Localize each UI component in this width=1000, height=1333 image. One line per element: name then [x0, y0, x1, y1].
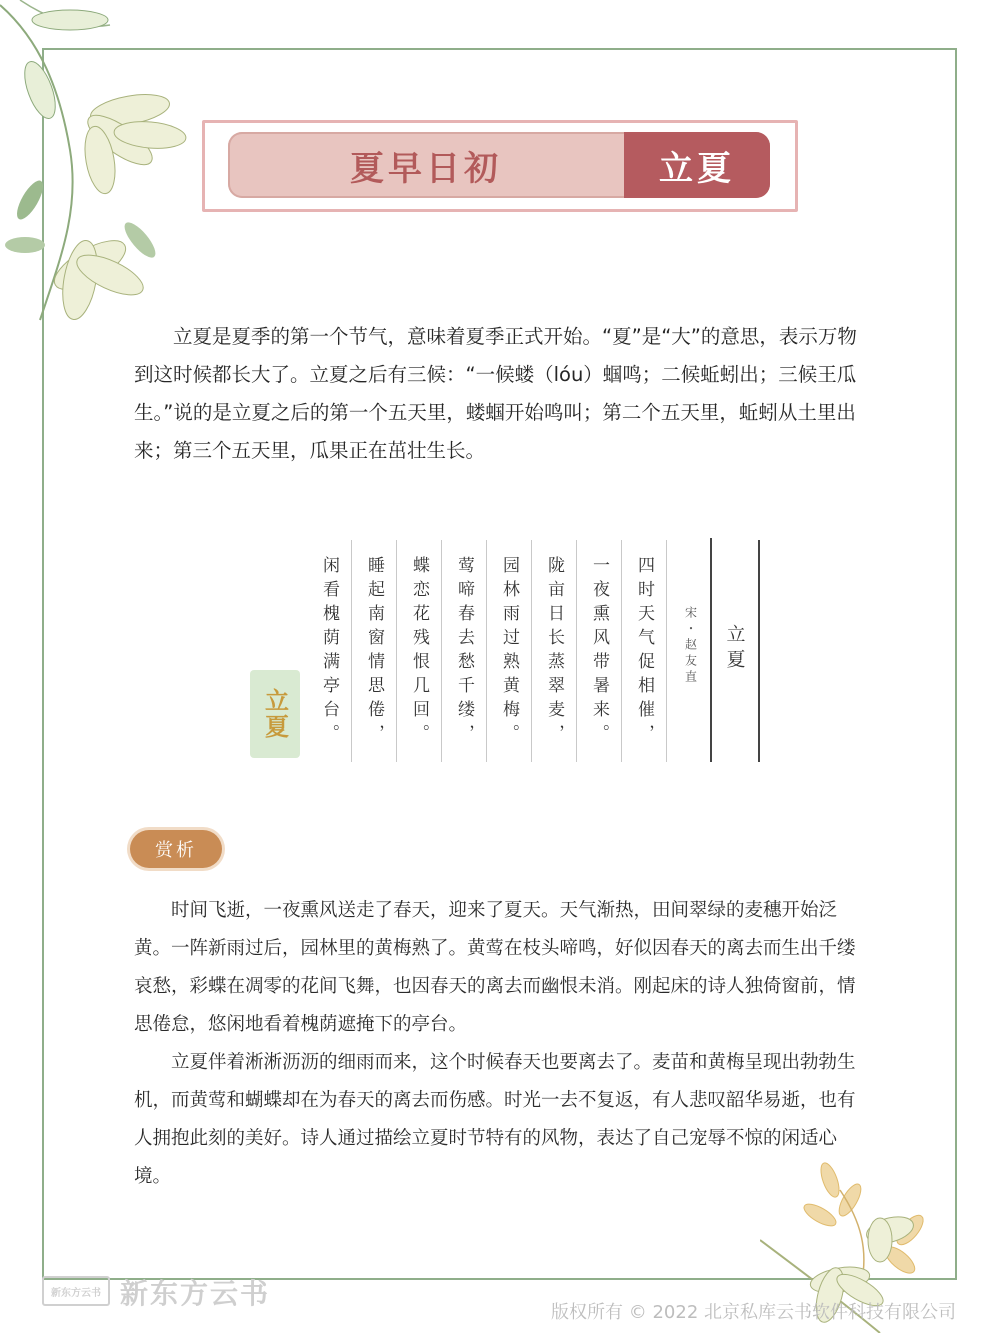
brand-logo-text: 新东方云书	[120, 1277, 271, 1310]
poem-author: 宋・赵友直	[683, 606, 698, 686]
flower-branch-icon	[0, 0, 210, 330]
analysis-paragraph: 立夏伴着淅淅沥沥的细雨而来，这个时候春天也要离去了。麦苗和黄梅呈现出勃勃生机，而黄莺和蝴蝶却在为春天的离去而伤感。时光一去不复返，有人悲叹韶华易逝，也有人拥抱此刻的美好。诗人通过描绘立夏时节特有的风物，表达了自己宠辱不惊的闲适心境。	[134, 1052, 856, 1187]
poem-line: 闲看槐荫满亭台。	[308, 540, 352, 762]
poem-line: 蝶恋花残恨几回。	[398, 540, 442, 762]
analysis-badge: 赏析	[130, 830, 222, 868]
banner-title: 立夏	[624, 132, 770, 198]
copyright-text: 版权所有 © 2022 北京私库云书软件科技有限公司	[551, 1302, 956, 1323]
poem-line: 园林雨过熟黄梅。	[488, 540, 532, 762]
poem-line: 睡起南窗情思倦，	[353, 540, 397, 762]
banner-subtitle: 夏早日初	[350, 148, 502, 189]
poem-stamp: 立夏	[250, 670, 300, 758]
brand-logo-box: 新东方云书	[42, 1276, 110, 1306]
poem-block	[308, 540, 758, 762]
intro-text: 立夏是夏季的第一个节气，意味着夏季正式开始。“夏”是“大”的意思，表示万物到这时候都长大了。立夏之后有三候：“一候蝼（lóu）蝈鸣；二候蚯蚓出；三候王瓜生。”说的是立夏之后的第一个五天里，蝼蝈开始鸣叫；第二个五天里，蚯蚓从土里出来；第三个五天里，瓜果正在茁壮生长。	[134, 325, 857, 462]
poem-line: 陇亩日长蒸翠麦，	[533, 540, 577, 762]
banner-pill	[228, 132, 770, 198]
title-banner	[202, 120, 798, 212]
poem-line: 莺啼春去愁千缕，	[443, 540, 487, 762]
intro-paragraph	[134, 318, 864, 470]
poem-title: 立夏	[712, 540, 760, 762]
poem-line: 四时天气促相催，	[623, 540, 667, 762]
analysis-paragraph: 时间飞逝，一夜熏风送走了春天，迎来了夏天。天气渐热，田间翠绿的麦穗开始泛黄。一阵新雨过后，园林里的黄梅熟了。黄莺在枝头啼鸣，好似因春天的离去而生出千缕哀愁，彩蝶在凋零的花间飞舞，也因春天的离去而幽恨未消。刚起床的诗人独倚窗前，情思倦怠，悠闲地看着槐荫遮掩下的亭台。	[134, 900, 856, 1035]
poem-line: 一夜熏风带暑来。	[578, 540, 622, 762]
